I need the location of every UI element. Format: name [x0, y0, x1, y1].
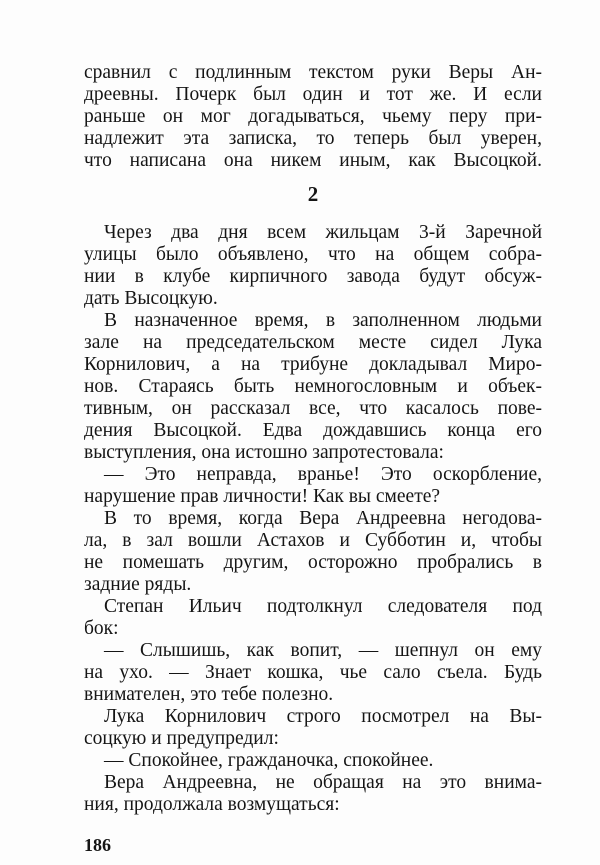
text-line: — Слышишь, как вопит, — шепнул он ему	[104, 640, 542, 661]
text-line: ла, в зал вошли Астахов и Субботин и, чтобы	[84, 530, 542, 551]
text-line: соцкую и предупредил:	[84, 728, 279, 749]
page-number: 186	[84, 835, 111, 855]
text-line: не помешать другим, осторожно пробрались в	[84, 552, 542, 573]
text-line: ния, продолжала возмущаться:	[84, 794, 340, 815]
text-line: дреевны. Почерк был один и тот же. И если	[84, 84, 542, 105]
text-line: Вера Андреевна, не обращая на это внима-	[104, 772, 542, 793]
text-line: Степан Ильич подтолкнул следователя под	[104, 596, 542, 617]
text-line: зале на председательском месте сидел Лука	[84, 332, 542, 353]
text-line: В то время, когда Вера Андреевна негодова-	[104, 508, 542, 529]
text-line: улицы было объявлено, что на общем собра-	[84, 244, 542, 265]
text-line: дения Высоцкой. Едва дождавшись конца его	[84, 420, 542, 441]
text-line: — Это неправда, вранье! Это оскорбление,	[104, 464, 542, 485]
text-line: бок:	[84, 618, 119, 639]
text-line: нов. Стараясь быть немногословным и объек-	[84, 376, 542, 397]
text-line: дать Высоцкую.	[84, 288, 218, 309]
text-line: тивным, он рассказал все, что касалось пове-	[84, 398, 542, 419]
opening-paragraph	[84, 62, 542, 172]
text-line: Лука Корнилович строго посмотрел на Вы-	[104, 706, 542, 727]
text-line: надлежит эта записка, то теперь был уверен,	[84, 128, 542, 149]
text-line: задние ряды.	[84, 574, 192, 595]
text-line: выступления, она истошно запротестовала:	[84, 442, 444, 463]
chapter-body	[84, 222, 542, 816]
page-text	[84, 62, 542, 816]
text-line: нарушение прав личности! Как вы смеете?	[84, 486, 441, 507]
text-line: что написана она никем иным, как Высоцкой.	[84, 150, 542, 171]
chapter-number: 2	[307, 182, 319, 206]
text-line: сравнил с подлинным текстом руки Веры Ан-	[84, 62, 542, 83]
text-line: Через два дня всем жильцам 3-й Заречной	[104, 222, 542, 243]
text-line: нии в клубе кирпичного завода будут обсуж-	[84, 266, 542, 287]
text-line: Корнилович, а на трибуне докладывал Миро-	[84, 354, 542, 375]
text-line: раньше он мог догадываться, чьему перу при-	[84, 106, 542, 127]
text-line: В назначенное время, в заполненном людьми	[104, 310, 542, 331]
text-line: — Спокойнее, гражданочка, спокойнее.	[104, 750, 434, 771]
text-line: на ухо. — Знает кошка, чье сало съела. Будь	[84, 662, 542, 683]
text-line: внимателен, это тебе полезно.	[84, 684, 334, 705]
